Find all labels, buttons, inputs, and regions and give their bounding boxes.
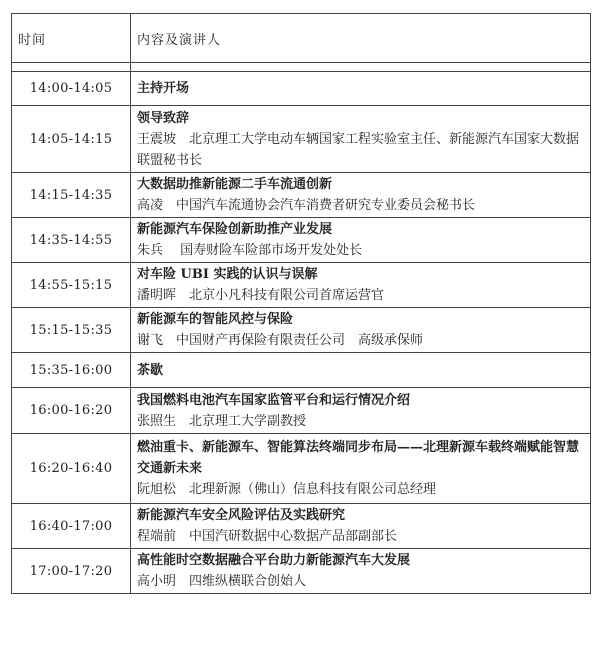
session-time: 14:55-15:15 [12,263,131,308]
session-content [131,263,591,308]
session-time: 16:00-16:20 [12,388,131,434]
agenda-row [12,72,591,106]
agenda-row [12,308,591,353]
session-time: 14:05-14:15 [12,106,131,173]
session-speaker: 张照生 北京理工大学副教授 [137,413,307,429]
agenda-row [12,434,591,504]
session-time: 14:00-14:05 [12,72,131,106]
session-content [131,434,591,504]
session-time: 15:35-16:00 [12,353,131,388]
header-time: 时间 [12,14,131,63]
agenda-row [12,173,591,218]
session-title: 新能源车的智能风控与保险 [137,312,294,327]
session-time: 14:35-14:55 [12,218,131,263]
session-content [131,353,591,388]
session-content [131,106,591,173]
session-title: 大数据助推新能源二手车流通创新 [137,177,333,192]
session-title: 我国燃料电池汽车国家监管平台和运行情况介绍 [137,392,411,408]
session-title: 燃油重卡、新能源车、智能算法终端同步布局——北理新源车载终端赋能智慧交通新未来 [137,440,580,476]
agenda-table [11,13,591,594]
session-title: 领导致辞 [137,110,190,126]
session-title: 高性能时空数据融合平台助力新能源汽车大发展 [137,553,411,568]
session-content [131,173,591,218]
header-content: 内容及演讲人 [131,14,591,63]
agenda-row [12,106,591,173]
session-title: 新能源汽车保险创新助推产业发展 [137,222,333,237]
session-title: 对车险 UBI 实践的认识与误解 [137,267,318,282]
agenda-row [12,388,591,434]
header-spacer [12,63,591,72]
agenda-row [12,504,591,549]
session-speaker: 高凌 中国汽车流通协会汽车消费者研究专业委员会秘书长 [137,198,476,213]
session-speaker: 朱兵 国寿财险车险部市场开发处处长 [137,243,363,258]
session-time: 14:15-14:35 [12,173,131,218]
agenda-row [12,549,591,594]
session-speaker: 潘明晖 北京小凡科技有限公司首席运营官 [137,288,385,303]
session-speaker: 高小明 四维纵横联合创始人 [137,574,307,589]
session-speaker: 王震坡 北京理工大学电动车辆国家工程实验室主任、新能源汽车国家大数据联盟秘书长 [137,131,580,168]
session-title: 新能源汽车安全风险评估及实践研究 [137,508,346,523]
agenda-row [12,218,591,263]
agenda-row [12,263,591,308]
agenda-row [12,353,591,388]
session-title: 主持开场 [137,81,190,96]
session-speaker: 谢飞 中国财产再保险有限责任公司 高级承保师 [137,333,424,348]
session-speaker: 程端前 中国汽研数据中心数据产品部副部长 [137,529,398,544]
session-time: 17:00-17:20 [12,549,131,594]
session-content [131,388,591,434]
header-row [12,14,591,63]
session-time: 15:15-15:35 [12,308,131,353]
session-content [131,308,591,353]
session-content [131,72,591,106]
session-time: 16:40-17:00 [12,504,131,549]
session-content [131,549,591,594]
session-title: 茶歇 [137,362,164,378]
session-content [131,218,591,263]
session-speaker: 阮旭松 北理新源（佛山）信息科技有限公司总经理 [137,482,437,497]
session-time: 16:20-16:40 [12,434,131,504]
session-content [131,504,591,549]
